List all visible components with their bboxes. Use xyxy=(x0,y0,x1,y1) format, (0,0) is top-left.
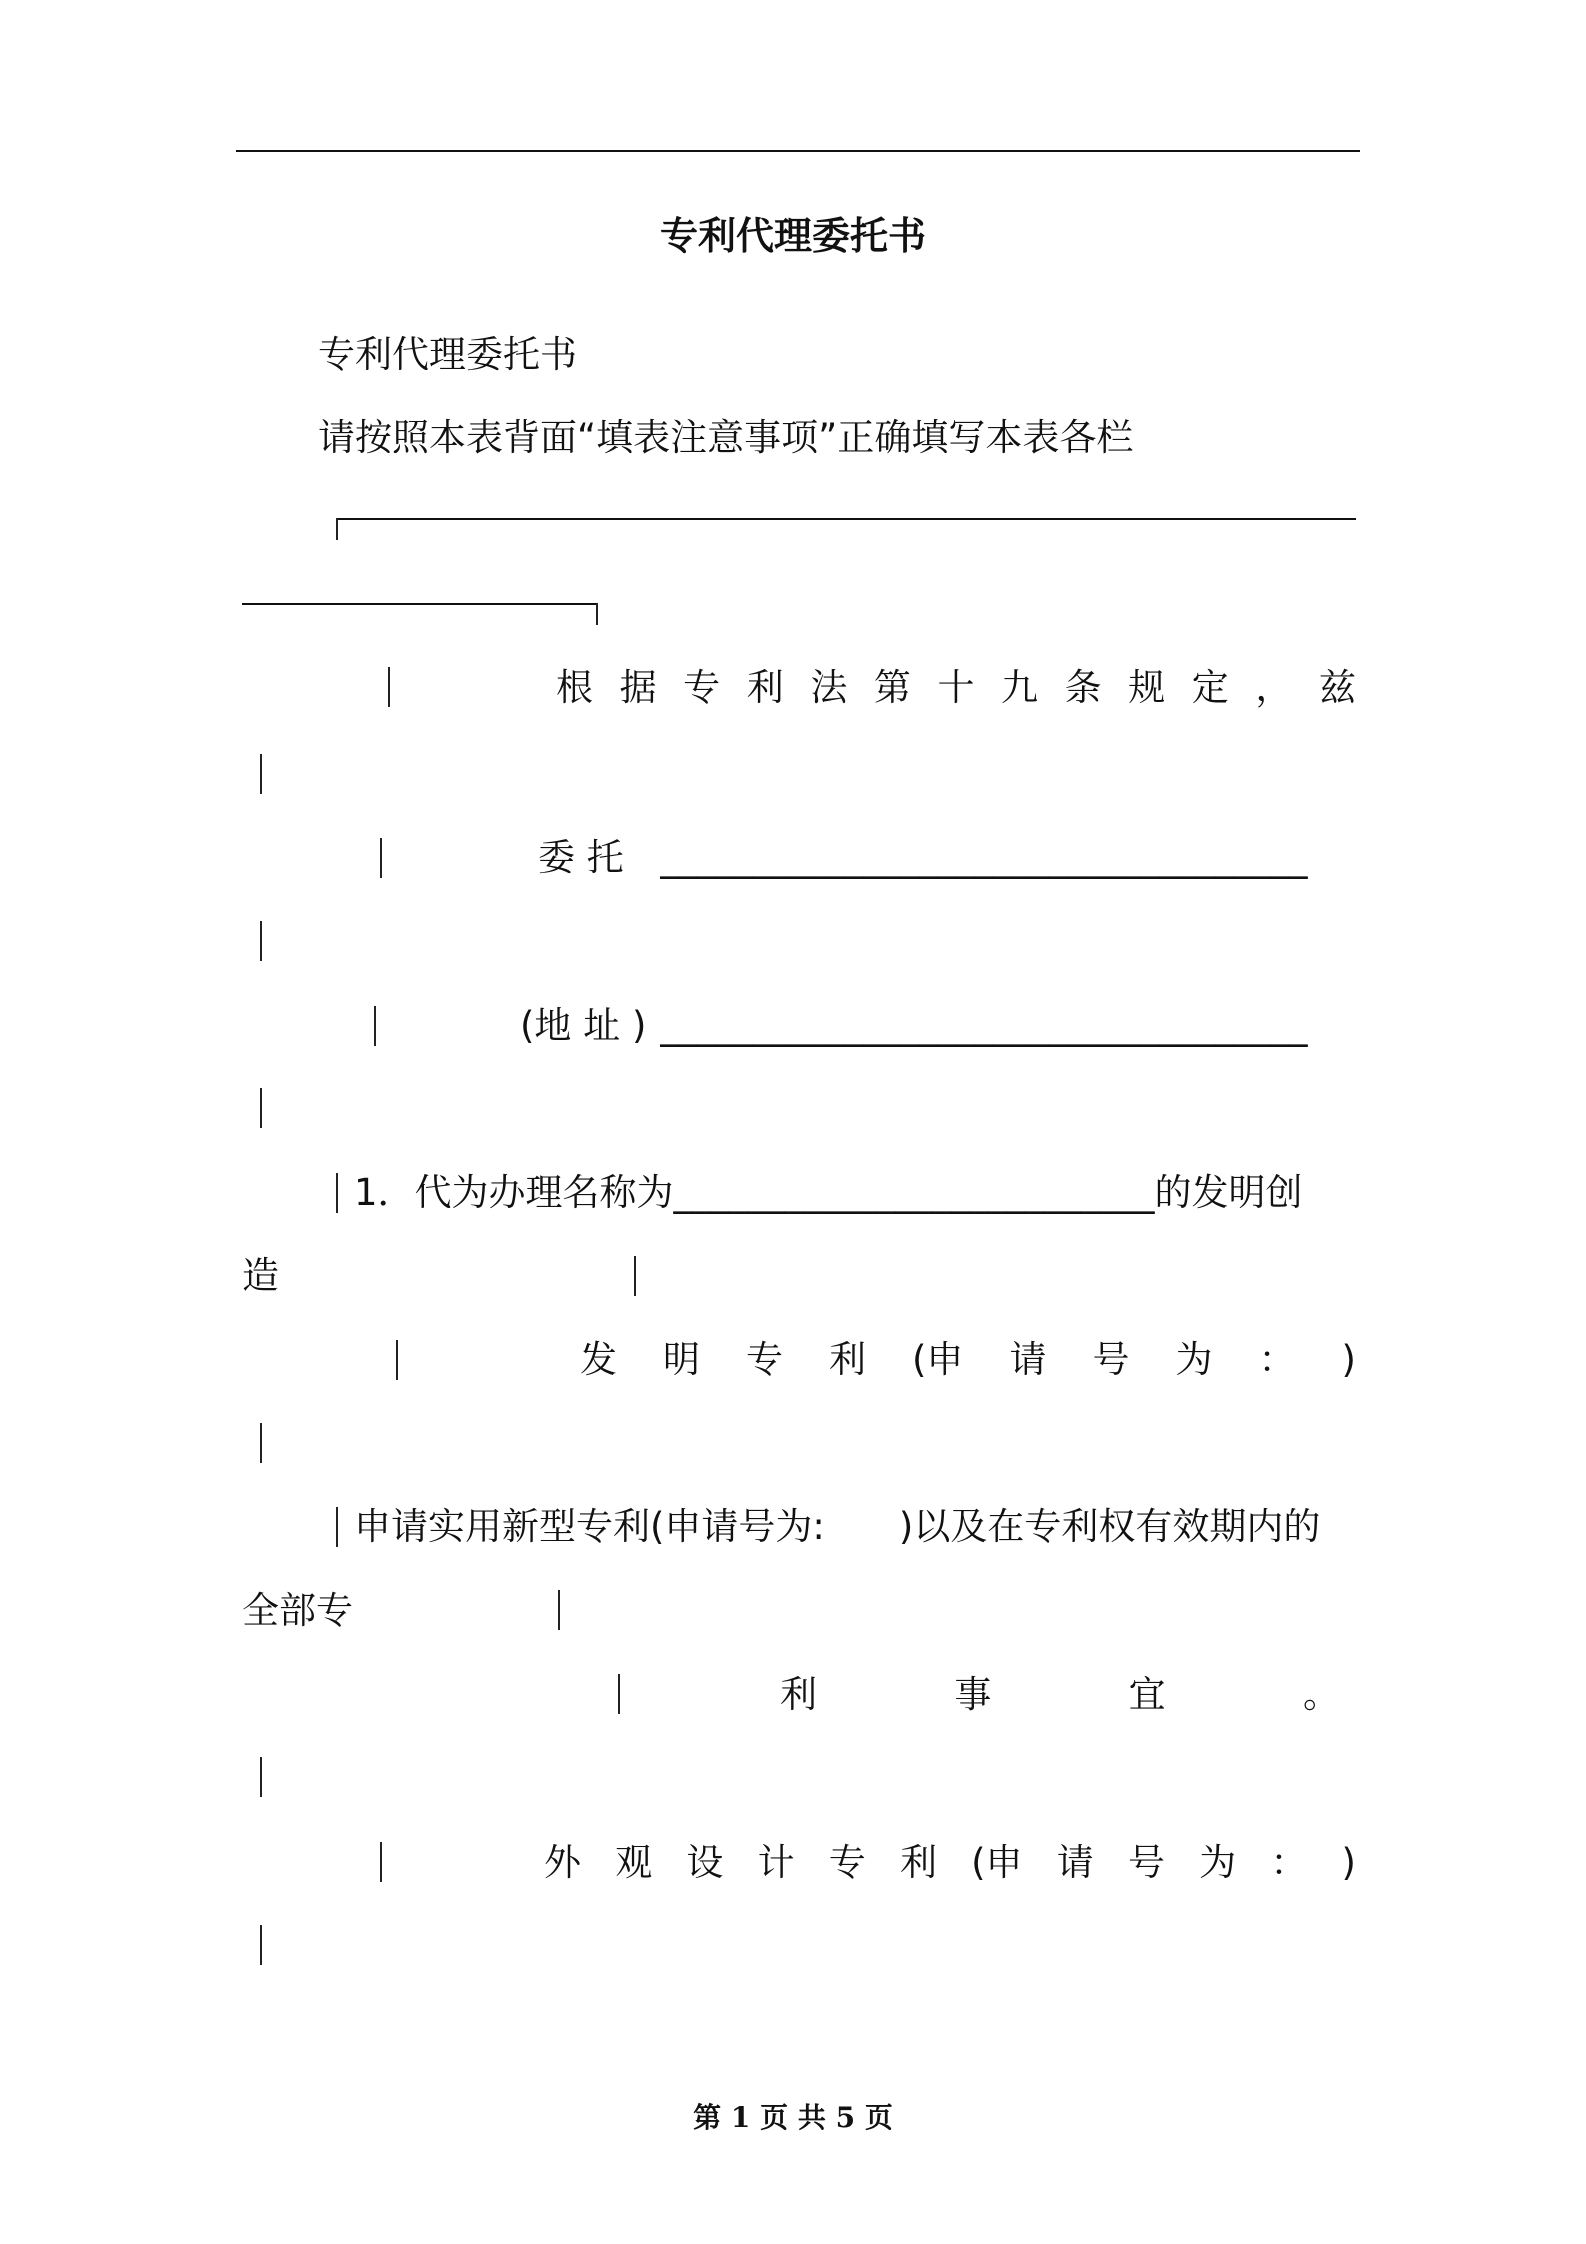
invention-patent-line xyxy=(580,1335,1356,1385)
text-char: 号 xyxy=(1127,1841,1165,1884)
row-bar xyxy=(260,1088,262,1128)
text-char: 利 xyxy=(780,1673,817,1716)
text-char: 。 xyxy=(1302,1673,1340,1716)
patent-matters-line xyxy=(780,1670,1340,1720)
text-char: 明 xyxy=(663,1338,700,1381)
text-char: 请 xyxy=(1009,1338,1047,1381)
text-char: 专 xyxy=(828,1841,866,1884)
row-bar xyxy=(388,667,390,707)
row-bar xyxy=(374,1006,376,1046)
row-bar xyxy=(396,1340,398,1380)
text-char: 号 xyxy=(1092,1338,1130,1381)
box-corner-right xyxy=(596,603,598,625)
row-bar xyxy=(618,1674,620,1714)
text-char: 第 xyxy=(873,666,911,709)
entrust-blank: ___________________________________ xyxy=(660,836,1308,879)
row-bar xyxy=(336,1507,338,1547)
box-top-line xyxy=(336,518,1356,520)
text-char: 请 xyxy=(1056,1841,1094,1884)
row-bar xyxy=(336,1173,338,1213)
row-bar xyxy=(260,754,262,794)
row-bar xyxy=(260,1757,262,1797)
row-bar xyxy=(558,1590,560,1630)
address-blank: ___________________________________ xyxy=(660,1004,1308,1047)
text-char: 定 xyxy=(1191,666,1229,709)
page-title: 专利代理委托书 xyxy=(659,214,926,258)
text-char: 利 xyxy=(746,666,784,709)
text-char: 观 xyxy=(615,1841,653,1884)
utility-model-continuation: 全部专 xyxy=(242,1589,353,1632)
text-char: 专 xyxy=(746,1338,783,1381)
row-bar xyxy=(380,838,382,878)
address-label: (地 址 ) xyxy=(520,1004,647,1047)
text-char: 事 xyxy=(954,1673,992,1716)
text-char: 外 xyxy=(544,1841,581,1884)
utility-model-text: 申请实用新型专利(申请号为: )以及在专利权有效期内的 xyxy=(354,1505,1321,1548)
text-char: 为 xyxy=(1175,1338,1213,1381)
text-char: 发 xyxy=(580,1338,617,1381)
text-char: ： xyxy=(1258,1338,1296,1381)
text-char: 九 xyxy=(1001,666,1039,709)
subtitle: 专利代理委托书 xyxy=(318,333,577,376)
text-char: 根 xyxy=(556,666,593,709)
text-char: ) xyxy=(1341,1338,1356,1381)
text-char: 兹 xyxy=(1318,666,1356,709)
text-char: 利 xyxy=(829,1338,866,1381)
text-char: 据 xyxy=(619,666,657,709)
item1-text: 1．代为办理名称为__________________________的发明创 xyxy=(354,1171,1303,1214)
text-char: 条 xyxy=(1064,666,1102,709)
header-rule xyxy=(236,150,1360,152)
row-bar xyxy=(260,921,262,961)
row-bar xyxy=(260,1925,262,1965)
text-char: 法 xyxy=(810,666,848,709)
text-char: (申 xyxy=(912,1338,964,1381)
text-char: ， xyxy=(1255,666,1293,709)
row-bar xyxy=(634,1256,636,1296)
legal-basis-line xyxy=(556,663,1356,713)
text-char: 规 xyxy=(1128,666,1166,709)
text-char: (申 xyxy=(971,1841,1023,1884)
text-char: ： xyxy=(1270,1841,1308,1884)
row-bar xyxy=(380,1842,382,1882)
text-char: 十 xyxy=(937,666,975,709)
entrust-label: 委 托 xyxy=(538,836,624,879)
text-char: 宜 xyxy=(1128,1673,1166,1716)
item1-continuation: 造 xyxy=(242,1254,279,1297)
text-char: 利 xyxy=(899,1841,937,1884)
instruction-text: 请按照本表背面“填表注意事项”正确填写本表各栏 xyxy=(318,416,1134,459)
text-char: 设 xyxy=(686,1841,724,1884)
box-second-line xyxy=(242,603,598,605)
box-corner-left xyxy=(336,518,338,540)
text-char: ) xyxy=(1341,1841,1356,1884)
page-footer: 第 1 页 共 5 页 xyxy=(693,2101,893,2134)
design-patent-line xyxy=(544,1838,1356,1888)
text-char: 为 xyxy=(1199,1841,1237,1884)
text-char: 专 xyxy=(683,666,721,709)
row-bar xyxy=(260,1423,262,1463)
text-char: 计 xyxy=(757,1841,795,1884)
